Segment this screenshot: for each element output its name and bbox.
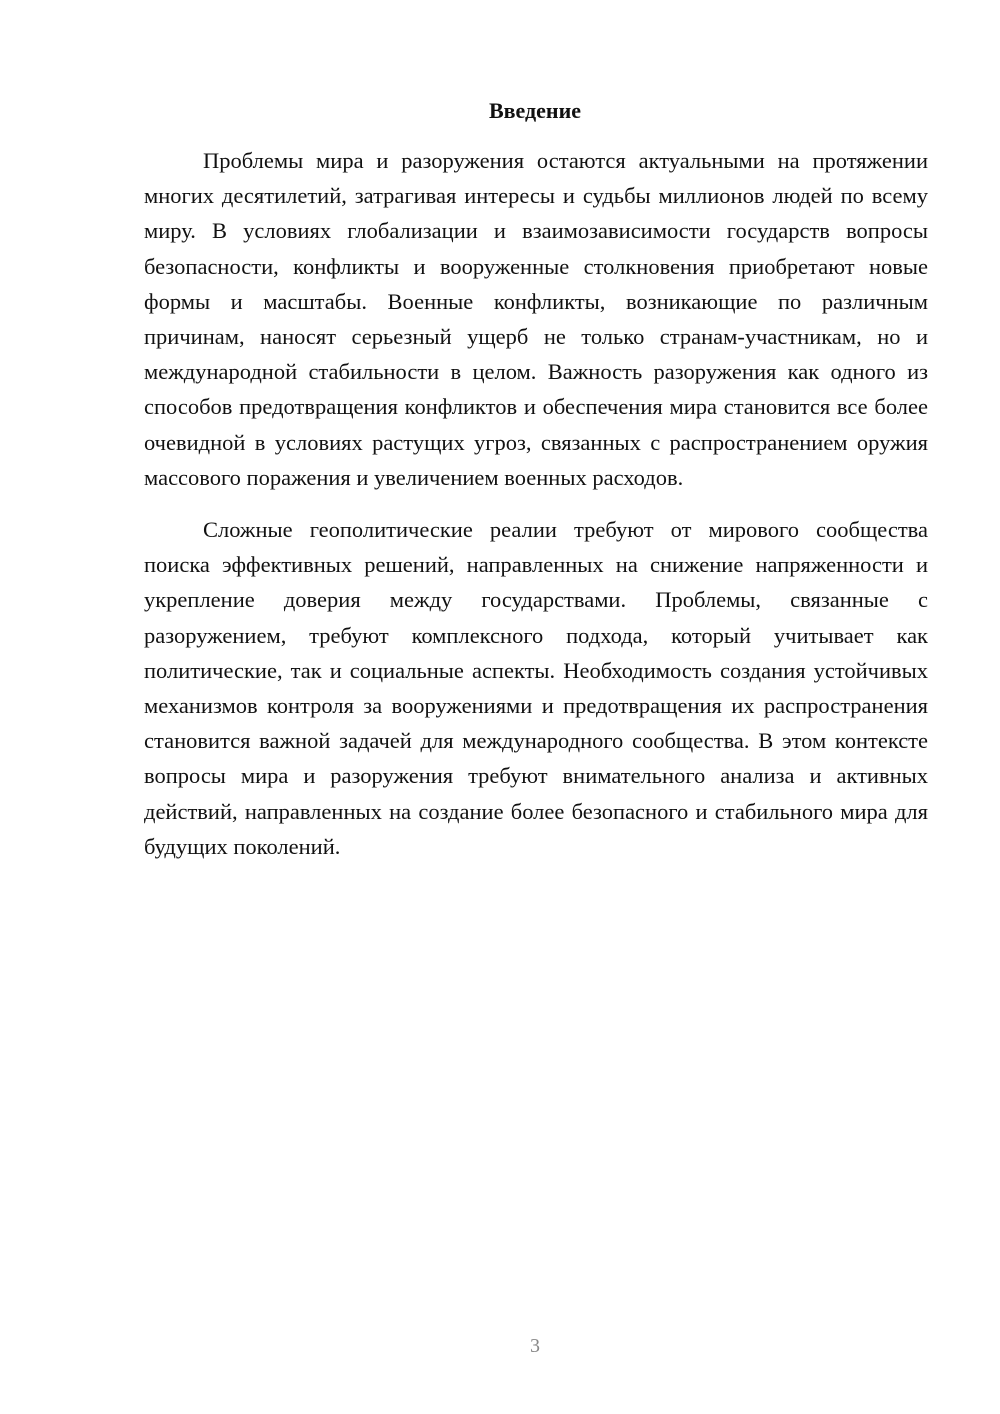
paragraph-1: Проблемы мира и разоружения остаются актуальными на протяжении многих десятилетий, затрагивая интересы и судьбы миллионов людей по всему миру. В условиях глобализации и взаимозависимости государств вопросы безопасности, конфликты и вооруженные столкновения приобретают новые формы и масштабы. Военные конфликты, возникающие по различным причинам, наносят серьезный ущерб не только странам-участникам, но и международной стабильности в целом. Важность разоружения как одного из способов предотвращения конфликтов и обеспечения мира становится все более очевидной в условиях растущих угроз, связанных с распространением оружия массового поражения и увеличением военных расходов. [144, 148, 928, 490]
paragraph-2: Сложные геополитические реалии требуют от мирового сообщества поиска эффективных решений, направленных на снижение напряженности и укрепление доверия между государствами. Проблемы, связанные с разоружением, требуют комплексного подхода, который учитывает как политические, так и социальные аспекты. Необходимость создания устойчивых механизмов контроля за вооружениями и предотвращения их распространения становится важной задачей для международного сообщества. В этом контексте вопросы мира и разоружения требуют внимательного анализа и активных действий, направленных на создание более безопасного и стабильного мира для будущих поколений. [144, 517, 928, 859]
page-number: 3 [530, 1335, 540, 1357]
body-text [144, 143, 928, 864]
page-heading: Введение [488, 98, 582, 123]
